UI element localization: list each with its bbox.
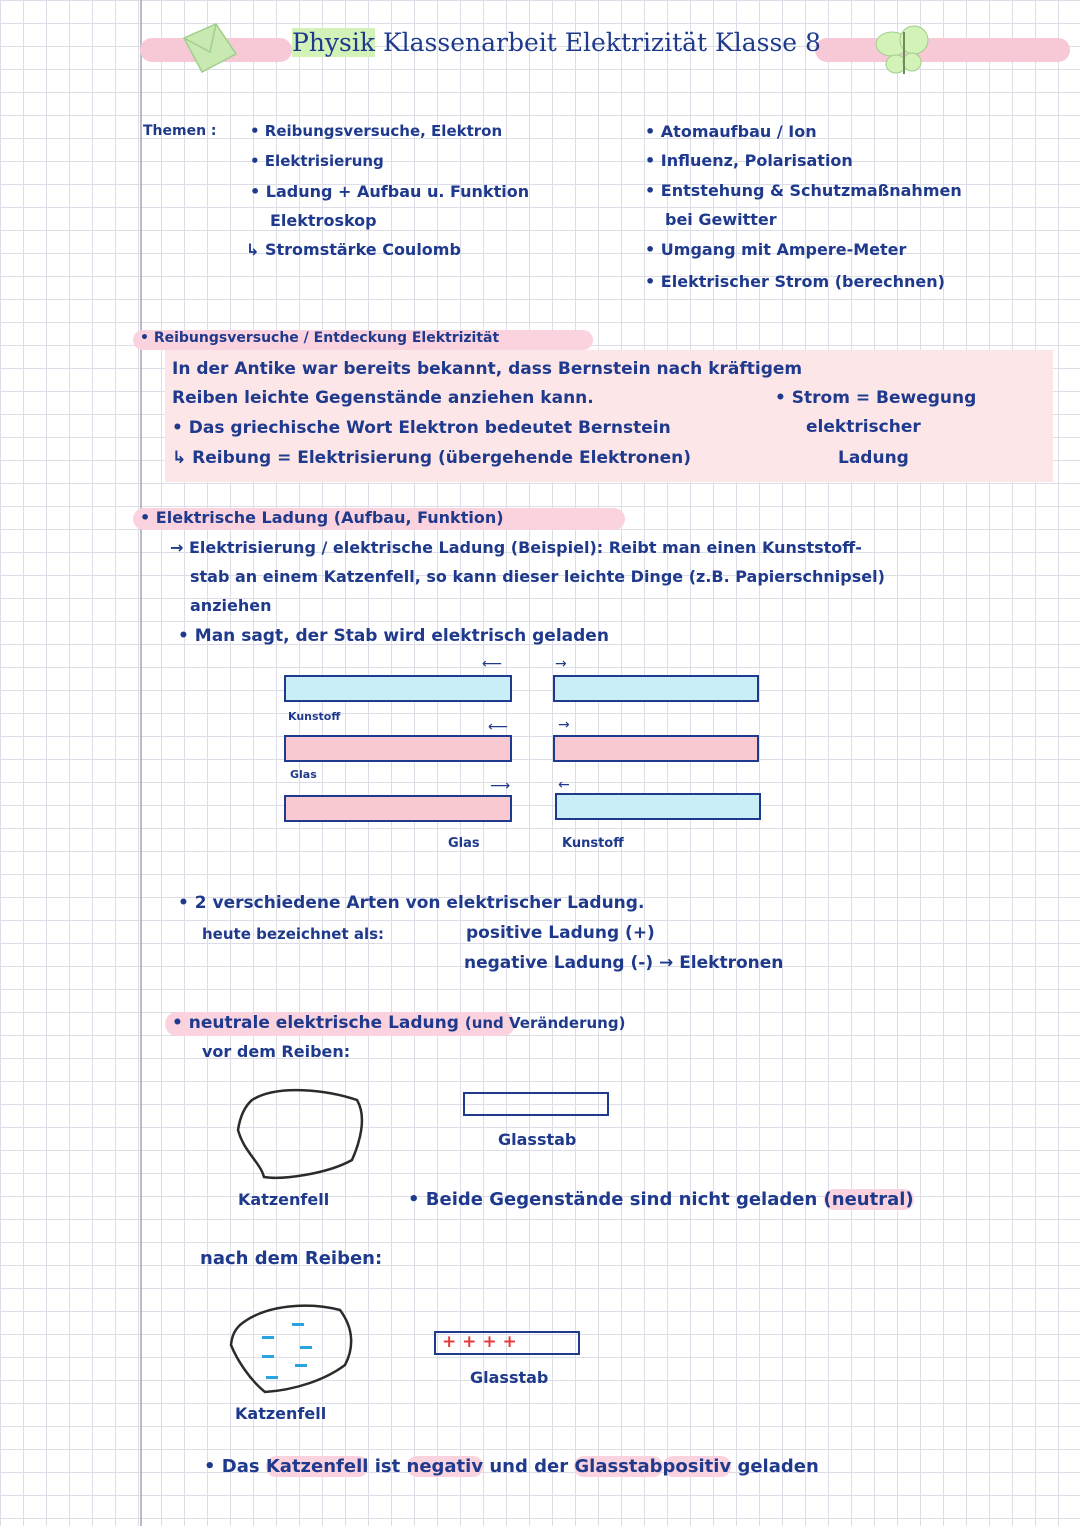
minus-sign [266, 1376, 278, 1379]
minus-sign [295, 1364, 307, 1367]
section1-line2: Reiben leichte Gegenstände anziehen kann. [172, 388, 594, 408]
arrow-right-icon: → [558, 717, 570, 733]
minus-sign [300, 1346, 312, 1349]
section1-side1: • Strom = Bewegung [775, 388, 977, 408]
butterfly-icon [872, 22, 936, 82]
section2-line3: anziehen [190, 596, 272, 615]
bar-kunststoff-bottom [555, 793, 761, 820]
types-line4: negative Ladung (-) → Elektronen [464, 953, 784, 973]
section3-heading: • neutrale elektrische Ladung (und Veränderung) [172, 1013, 626, 1033]
label-kunststoff-bottom: Kunstoff [562, 836, 624, 851]
topic-right-3: • Entstehung & Schutzmaßnahmen [645, 181, 962, 200]
title-band-right [815, 38, 1070, 62]
neutral-text: • Beide Gegenstände sind nicht geladen (neutral) [408, 1189, 914, 1210]
title-prefix: Physik [292, 28, 376, 57]
plus-signs: + + + + [442, 1332, 517, 1352]
types-line2: heute bezeichnet als: [202, 925, 385, 943]
section2-line1: → Elektrisierung / elektrische Ladung (Beispiel): Reibt man einen Kunststoff- [170, 538, 862, 557]
types-line3: positive Ladung (+) [466, 923, 655, 943]
minus-sign [262, 1355, 274, 1358]
label-glas-bottom: Glas [448, 836, 480, 851]
section2-line2: stab an einem Katzenfell, so kann dieser leichte Dinge (z.B. Papierschnipsel) [190, 567, 885, 586]
page-title [292, 28, 821, 57]
envelope-icon [180, 20, 240, 78]
topic-left-1: • Reibungsversuche, Elektron [250, 122, 503, 140]
glasstab-label-2: Glasstab [470, 1368, 549, 1387]
bar-kunststoff-left [284, 675, 512, 702]
arrow-right-icon: → [555, 656, 567, 672]
bar-pink-right [553, 735, 759, 762]
section2-heading: • Elektrische Ladung (Aufbau, Funktion) [140, 508, 504, 527]
glasstab-charged [434, 1331, 580, 1355]
minus-sign [262, 1336, 274, 1339]
topic-left-3: • Ladung + Aufbau u. Funktion [250, 182, 530, 201]
types-line1: • 2 verschiedene Arten von elektrischer Ladung. [178, 893, 645, 913]
katzenfell-charged-shape [225, 1300, 360, 1395]
bar-glas-bottom [284, 795, 512, 822]
topic-right-2: • Influenz, Polarisation [645, 151, 853, 170]
topics-label: Themen : [143, 123, 217, 139]
topic-left-5: ↳ Stromstärke Coulomb [246, 240, 461, 259]
arrow-left-icon: ← [558, 777, 570, 793]
after-rubbing-label: nach dem Reiben: [200, 1248, 383, 1269]
topic-left-2: • Elektrisierung [250, 152, 384, 170]
topic-right-5: • Umgang mit Ampere-Meter [645, 240, 907, 259]
label-glas: Glas [290, 768, 317, 781]
glasstab-label-1: Glasstab [498, 1130, 577, 1149]
arrow-left-icon: ⟵ [488, 719, 509, 735]
section1-side2: elektrischer [806, 417, 921, 437]
margin-line [140, 0, 142, 1526]
bar-glas-left [284, 735, 512, 762]
section1-heading: • Reibungsversuche / Entdeckung Elektrizität [140, 330, 500, 346]
katzenfell-label-2: Katzenfell [235, 1404, 327, 1423]
arrow-right-icon: ⟶ [490, 778, 511, 794]
topic-right-6: • Elektrischer Strom (berechnen) [645, 272, 945, 291]
title-rest: Klassenarbeit Elektrizität Klasse 8 [375, 28, 821, 57]
section2-line4: • Man sagt, der Stab wird elektrisch geladen [178, 626, 609, 646]
katzenfell-shape [232, 1082, 370, 1182]
topic-right-4: bei Gewitter [665, 210, 777, 229]
section1-line3: • Das griechische Wort Elektron bedeutet Bernstein [172, 418, 671, 438]
minus-sign [292, 1323, 304, 1326]
before-rubbing-label: vor dem Reiben: [202, 1042, 351, 1061]
section1-line1: In der Antike war bereits bekannt, dass Bernstein nach kräftigem [172, 359, 803, 379]
topic-left-4: Elektroskop [270, 211, 377, 230]
arrow-left-icon: ⟵ [482, 656, 503, 672]
bar-cyan-right [553, 675, 759, 702]
topic-right-1: • Atomaufbau / Ion [645, 122, 817, 141]
glasstab-neutral [463, 1092, 609, 1116]
section1-line4: ↳ Reibung = Elektrisierung (übergehende Elektronen) [172, 448, 691, 468]
section1-side3: Ladung [838, 448, 909, 468]
final-sentence: • Das Katzenfell ist negativ und der Glasstabpositiv geladen [204, 1456, 819, 1477]
katzenfell-label-1: Katzenfell [238, 1190, 330, 1209]
label-kunststoff: Kunstoff [288, 710, 341, 723]
